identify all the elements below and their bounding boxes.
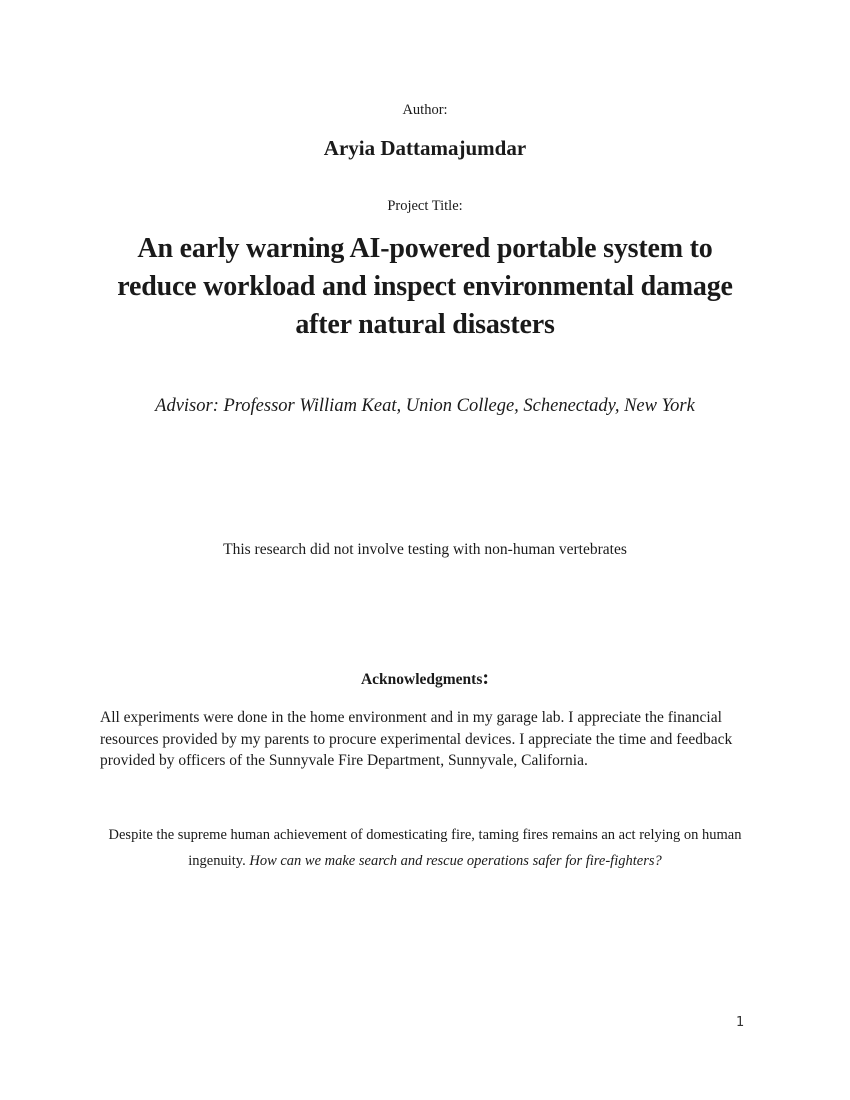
ethics-statement: This research did not involve testing with non-human vertebrates: [223, 541, 627, 558]
page-number: 1: [736, 1015, 745, 1030]
author-label: Author:: [402, 102, 448, 118]
author-name: Aryia Dattamajumdar: [323, 136, 527, 160]
acknowledgments-heading-colon: :: [482, 667, 490, 689]
acknowledgments-heading: [0, 668, 850, 690]
closing-quote: [95, 822, 755, 874]
acknowledgments-body: All experiments were done in the home environment and in my garage lab. I appreciate the financial resources provided by my parents to procure experimental devices. I appreciate the time and feedback provided by officers of the Sunnyvale Fire Department, Sunnyvale, California.: [100, 709, 733, 769]
project-title-label: Project Title:: [387, 198, 463, 214]
acknowledgments-heading-text: Acknowledgments: [360, 671, 483, 688]
quote-italic-question: How can we make search and rescue operations safer for fire-fighters?: [249, 853, 662, 869]
quote-plain-text: Despite the supreme human achievement of domesticating fire, taming fires remains an act relying on human ingenuity.: [108, 827, 742, 869]
project-title: An early warning AI-powered portable system to reduce workload and inspect environmental damage after natural disasters: [117, 233, 733, 340]
advisor-line: Advisor: Professor William Keat, Union College, Schenectady, New York: [155, 396, 695, 416]
